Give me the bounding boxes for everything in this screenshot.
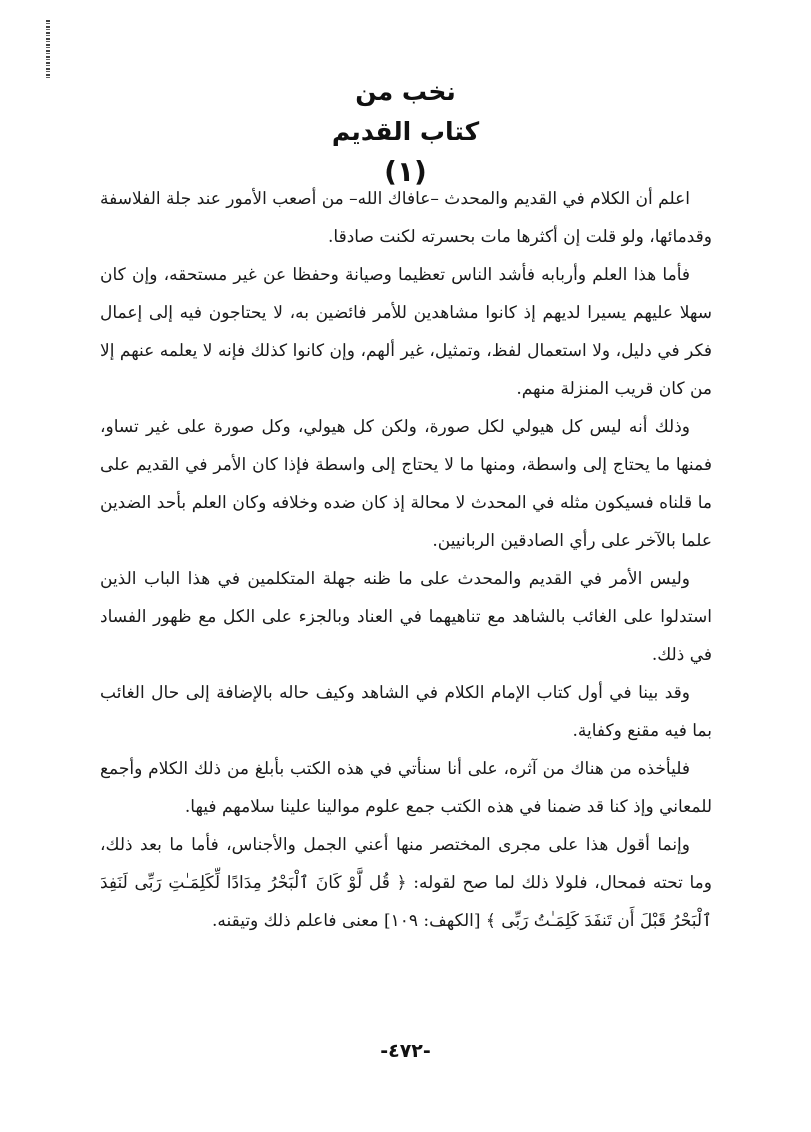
paragraph-4: وليس الأمر في القديم والمحدث على ما ظنه جهلة المتكلمين في هذا الباب الذين استدلوا على الغائب بالشاهد مع تناهيهما في العناد وبالجزء على الكل مع ظهور الفساد في ذلك. xyxy=(100,569,712,665)
paragraph-6: فليأخذه من هناك من آثره، على أنا سنأتي في هذه الكتب بأبلغ من ذلك الكلام وأجمع للمعاني وإذ كنا قد ضمنا في هذه الكتب جمع علوم موالينا علينا سلامهم فيها. xyxy=(100,759,712,817)
scan-barcode-mark xyxy=(46,20,50,78)
page-number: -٤٧٢- xyxy=(380,1040,431,1062)
verse-citation: [الكهف: ١٠٩] xyxy=(378,911,486,931)
section-header xyxy=(0,72,811,192)
paragraph-3: وذلك أنه ليس كل هيولي لكل صورة، ولكن كل هيولي، وكل صورة على غير تساو، فمنها ما يحتاج إلى واسطة، ومنها ما لا يحتاج إلى واسطة فإذا كان الأمر في القديم على ما قلناه فسيكون مثله في المحدث لا محالة إذ كان ضده وخلافه وكان العلم بأحد الضدين علما بالآخر على رأي الصادقين الربانيين. xyxy=(100,417,712,551)
header-line-2: كتاب القديم xyxy=(331,117,480,146)
paragraph-2: فأما هذا العلم وأربابه فأشد الناس تعظيما وصيانة وحفظا عن غير مستحقه، وإن كان سهلا عليهم يسيرا لديهم إذ كانوا مشاهدين للأمر فائضين به، لا يحتاجون فيه إلى إعمال فكر في دليل، ولا استعمال لفظ، وتمثيل، غير ألهم، وإن كانوا كذلك فإنه لا يعلمه عنهم إلا من كان قريب المنزلة منهم. xyxy=(100,265,712,399)
section-number: (١) xyxy=(384,155,427,188)
header-line-1: نخب من xyxy=(355,77,456,106)
paragraph-7 xyxy=(100,826,712,940)
quran-verse: ﴿ قُل لَّوْ كَانَ ٱلْبَحْرُ مِدَادًا لِّكَلِمَـٰتِ رَبِّى لَنَفِدَ ٱلْبَحْرُ قَبْلَ أَن تَنفَدَ كَلِمَـٰتُ رَبِّى ﴾ xyxy=(100,873,712,931)
paragraph-7-text: وإنما أقول هذا على مجرى المختصر منها أعني الجمل والأجناس، فأما ما بعد ذلك، وما تحته فمحال، فلولا ذلك لما صح لقوله: xyxy=(100,835,712,893)
paragraph-1: اعلم أن الكلام في القديم والمحدث –عافاك الله– من أصعب الأمور عند جلة الفلاسفة وقدمائها، ولو قلت إن أكثرها مات بحسرته لكنت صادقا. xyxy=(100,189,712,247)
body-text xyxy=(100,180,712,940)
paragraph-7-ending: معنى فاعلم ذلك وتيقنه. xyxy=(211,911,379,931)
paragraph-5: وقد بينا في أول كتاب الإمام الكلام في الشاهد وكيف حاله بالإضافة إلى حال الغائب بما فيه مقنع وكفاية. xyxy=(100,683,712,741)
